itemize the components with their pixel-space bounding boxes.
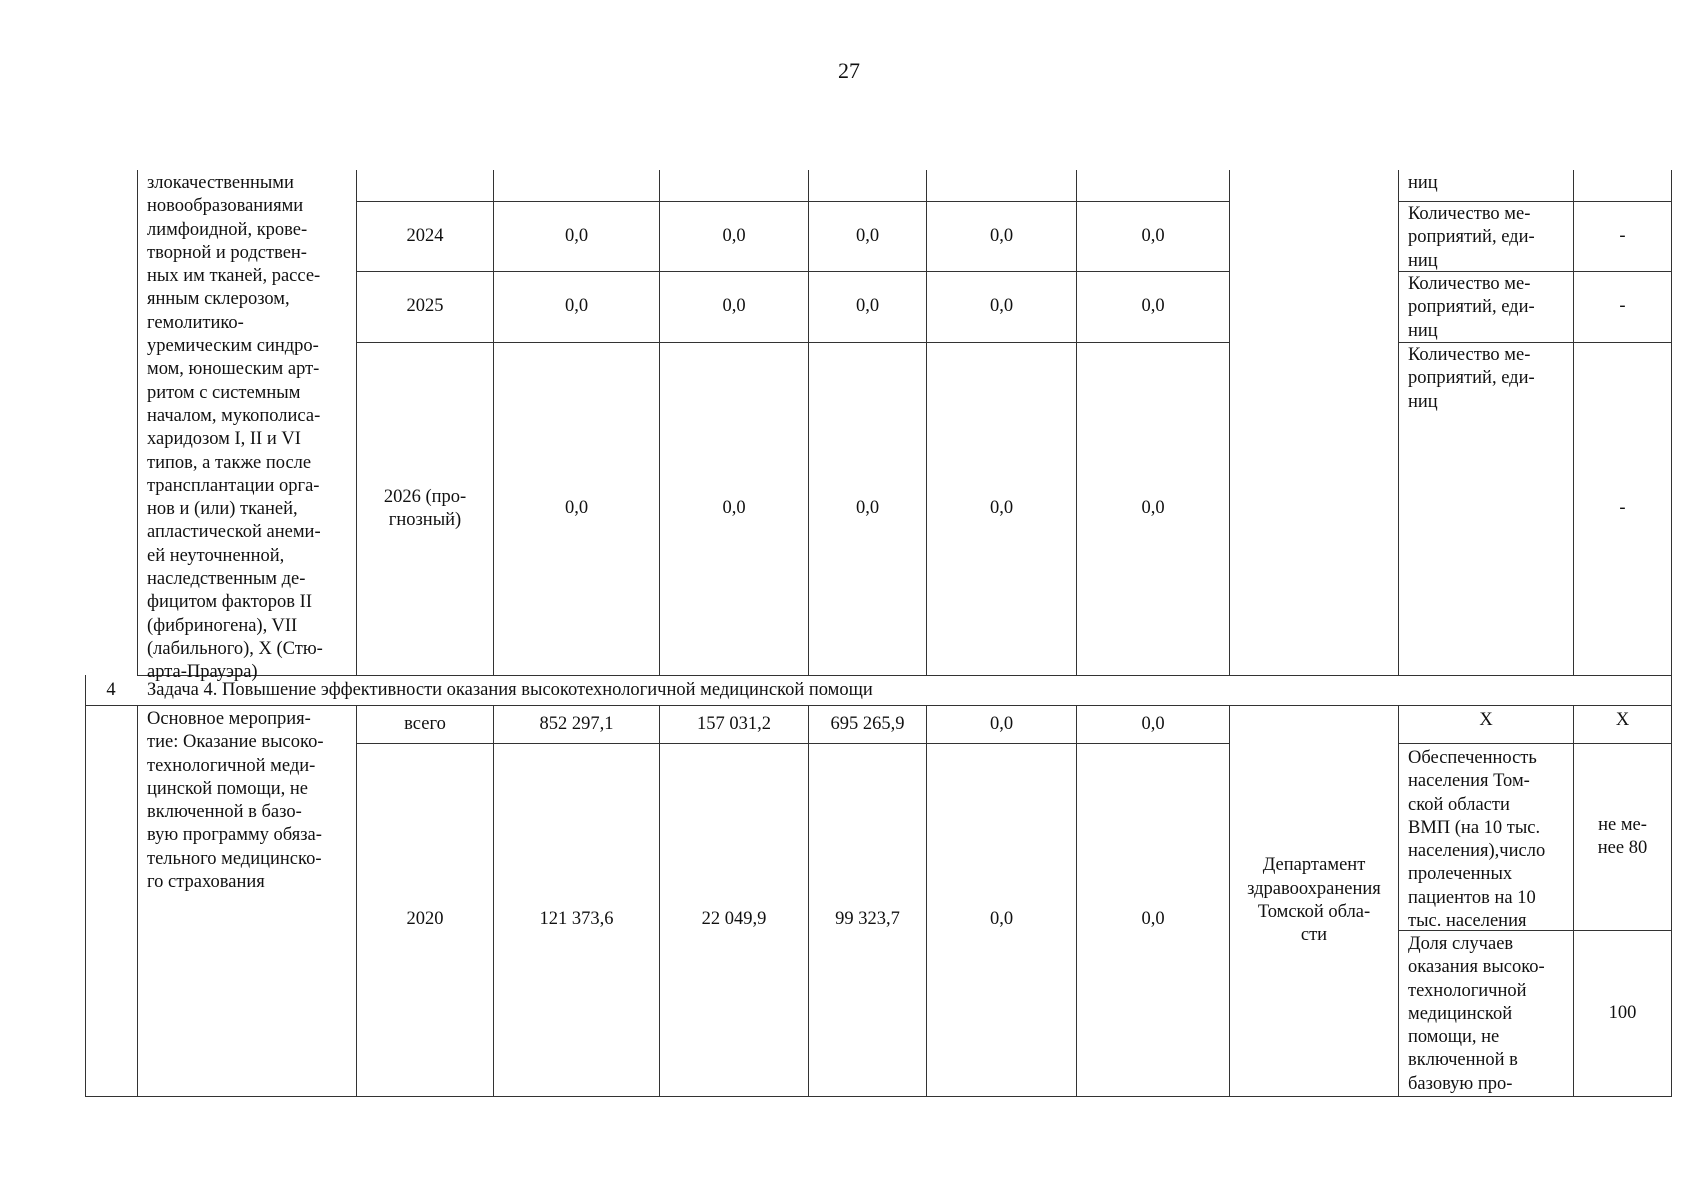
- value-cell: 0,0: [989, 713, 1014, 734]
- value-cell: 0,0: [564, 498, 589, 519]
- col-divider: [1229, 170, 1230, 675]
- col-divider: [137, 705, 138, 1097]
- value-cell: 0,0: [564, 225, 589, 246]
- value-cell: 0,0: [989, 296, 1014, 317]
- value-cell: 0,0: [855, 498, 880, 519]
- value-cell: 0,0: [1141, 909, 1165, 930]
- table-border-left: [85, 675, 86, 1097]
- indicator-text: ниц: [1408, 173, 1438, 193]
- value-cell: 0,0: [855, 225, 880, 246]
- measure-description: Основное мероприя- тие: Оказание высоко- технологичной меди- цинской помощи, не включенной в базо- вую программу обяза- тельного медицинско- го страхования: [147, 709, 324, 893]
- table-border-bottom: [85, 1096, 1672, 1097]
- table-border-right: [1671, 170, 1672, 1097]
- value-cell: 0,0: [989, 498, 1014, 519]
- indicator-text: Обеспеченность населения Том- ской области ВМП (на 10 тыс. населения),число пролеченных пациентов на 10 тыс. населения: [1408, 748, 1546, 932]
- page-number: 27: [838, 58, 860, 83]
- year-cell: 2025: [406, 296, 444, 317]
- value-cell: 99 323,7: [835, 909, 900, 930]
- indicator-text: Количество ме- роприятий, еди- ниц: [1408, 345, 1535, 412]
- target-value: -: [1619, 225, 1626, 246]
- value-cell: 121 373,6: [539, 909, 614, 930]
- value-cell: 0,0: [989, 225, 1014, 246]
- value-cell: 157 031,2: [697, 713, 771, 734]
- year-cell: 2020: [406, 909, 444, 930]
- indicator-text: X: [1479, 710, 1493, 731]
- indicator-text: Доля случаев оказания высоко- технологичной медицинской помощи, не включенной в базовую про-: [1408, 934, 1545, 1094]
- target-value: -: [1619, 498, 1626, 519]
- year-cell: всего: [404, 713, 446, 734]
- value-cell: 0,0: [989, 909, 1014, 930]
- value-cell: 0,0: [722, 498, 746, 519]
- budget-table: [85, 170, 1672, 1097]
- year-cell: 2026 (про- гнозный): [383, 486, 467, 530]
- value-cell: 0,0: [1141, 713, 1165, 734]
- col-divider: [1398, 170, 1399, 675]
- indicator-text: Количество ме- роприятий, еди- ниц: [1408, 204, 1535, 271]
- year-cell: 2024: [406, 225, 444, 246]
- value-cell: 695 265,9: [830, 713, 905, 734]
- task-title: Задача 4. Повышение эффективности оказания высокотехнологичной медицинской помощи: [147, 680, 873, 700]
- target-value: -: [1619, 296, 1626, 317]
- target-value: не ме- нее 80: [1597, 814, 1648, 858]
- measure-description: злокачественными новообразованиями лимфоидной, крове- творной и родствен- ных им тканей, рассе- янным склерозом, гемолитико- уремическим синдро- мом, юношеским арт- ритом с системным началом, мукополиса- харидозом I, II и VI типов, а также после трансплантации орга- нов и (или) тканей, апластической анеми- ей неуточненной, наследственным де- фицитом факторов II (фибриногена), VII (лабильного), X (Стю- арта-Прауэра): [147, 173, 323, 683]
- indicator-text: Количество ме- роприятий, еди- ниц: [1408, 274, 1535, 341]
- target-value: 100: [1608, 1002, 1637, 1023]
- col-divider: [137, 170, 138, 675]
- value-cell: 0,0: [1141, 225, 1165, 246]
- value-cell: 852 297,1: [539, 713, 614, 734]
- value-cell: 0,0: [855, 296, 880, 317]
- executor-cell: Департамент здравоохранения Томской обла- сти: [1247, 855, 1381, 946]
- value-cell: 0,0: [1141, 498, 1165, 519]
- target-value: X: [1615, 710, 1630, 731]
- row-divider: [137, 675, 1672, 676]
- value-cell: 0,0: [564, 296, 589, 317]
- task-number: 4: [106, 679, 116, 700]
- value-cell: 0,0: [1141, 296, 1165, 317]
- col-divider: [1398, 705, 1399, 1097]
- value-cell: 0,0: [722, 225, 746, 246]
- value-cell: 22 049,9: [701, 909, 767, 930]
- value-cell: 0,0: [722, 296, 746, 317]
